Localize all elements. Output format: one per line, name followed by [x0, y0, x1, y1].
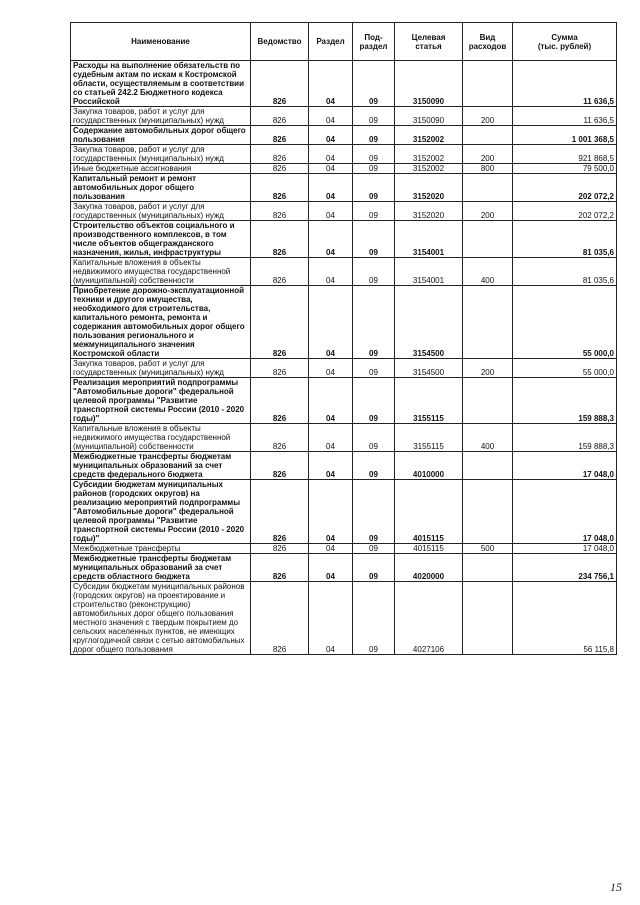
cell-sum: 17 048,0	[513, 544, 617, 554]
cell-vid	[463, 286, 513, 359]
cell-ved: 826	[251, 582, 309, 655]
cell-ved: 826	[251, 424, 309, 452]
cell-target: 3154500	[395, 286, 463, 359]
cell-ved: 826	[251, 202, 309, 221]
cell-razdel: 04	[309, 286, 353, 359]
table-row	[71, 452, 617, 480]
cell-sum: 81 035,6	[513, 258, 617, 286]
cell-ved: 826	[251, 480, 309, 544]
cell-sum: 202 072,2	[513, 174, 617, 202]
cell-target: 3154001	[395, 258, 463, 286]
cell-ved: 826	[251, 145, 309, 164]
cell-sum: 17 048,0	[513, 480, 617, 544]
cell-vid	[463, 174, 513, 202]
cell-podrazdel: 09	[353, 145, 395, 164]
table-header-row	[71, 23, 617, 61]
cell-ved: 826	[251, 452, 309, 480]
cell-razdel: 04	[309, 145, 353, 164]
cell-podrazdel: 09	[353, 61, 395, 107]
cell-sum: 81 035,6	[513, 221, 617, 258]
cell-vid	[463, 480, 513, 544]
cell-sum: 11 636,5	[513, 61, 617, 107]
table-row	[71, 202, 617, 221]
cell-name: Расходы на выполнение обязательств по судебным актам по искам к Костромской области, осуществляемым в соответствии со статьей 242.2 Бюджетного кодекса Российской	[71, 61, 251, 107]
cell-name: Закупка товаров, работ и услуг для государственных (муниципальных) нужд	[71, 107, 251, 126]
cell-vid	[463, 61, 513, 107]
cell-podrazdel: 09	[353, 221, 395, 258]
cell-razdel: 04	[309, 61, 353, 107]
table-row	[71, 582, 617, 655]
table-row	[71, 145, 617, 164]
cell-vid	[463, 554, 513, 582]
cell-vid: 500	[463, 544, 513, 554]
cell-sum: 202 072,2	[513, 202, 617, 221]
header-target: Целевая статья	[395, 23, 463, 61]
cell-sum: 17 048,0	[513, 452, 617, 480]
cell-vid	[463, 452, 513, 480]
cell-name: Капитальные вложения в объекты недвижимого имущества государственной (муниципальной) собственности	[71, 258, 251, 286]
cell-podrazdel: 09	[353, 554, 395, 582]
table-row	[71, 544, 617, 554]
cell-vid	[463, 582, 513, 655]
table-row	[71, 126, 617, 145]
cell-target: 4010000	[395, 452, 463, 480]
cell-target: 3152002	[395, 126, 463, 145]
budget-table-sheet	[70, 22, 616, 655]
table-row	[71, 554, 617, 582]
cell-target: 3150090	[395, 61, 463, 107]
cell-name: Капитальный ремонт и ремонт автомобильных дорог общего пользования	[71, 174, 251, 202]
cell-sum: 55 000,0	[513, 359, 617, 378]
table-row	[71, 174, 617, 202]
cell-ved: 826	[251, 378, 309, 424]
cell-ved: 826	[251, 126, 309, 145]
cell-sum: 56 115,8	[513, 582, 617, 655]
cell-razdel: 04	[309, 544, 353, 554]
table-row	[71, 61, 617, 107]
cell-ved: 826	[251, 107, 309, 126]
cell-name: Капитальные вложения в объекты недвижимого имущества государственной (муниципальной) собственности	[71, 424, 251, 452]
cell-target: 3155115	[395, 424, 463, 452]
cell-vid: 400	[463, 424, 513, 452]
cell-target: 4015115	[395, 480, 463, 544]
header-ved: Ведомство	[251, 23, 309, 61]
cell-target: 4015115	[395, 544, 463, 554]
cell-podrazdel: 09	[353, 126, 395, 145]
cell-razdel: 04	[309, 424, 353, 452]
cell-razdel: 04	[309, 202, 353, 221]
cell-podrazdel: 09	[353, 544, 395, 554]
cell-podrazdel: 09	[353, 480, 395, 544]
cell-vid	[463, 126, 513, 145]
cell-name: Реализация мероприятий подпрограммы "Автомобильные дороги" федеральной целевой программы "Развитие транспортной системы России (2010 - 2020 годы)"	[71, 378, 251, 424]
cell-target: 3155115	[395, 378, 463, 424]
cell-vid: 200	[463, 107, 513, 126]
cell-podrazdel: 09	[353, 286, 395, 359]
header-vid: Вид расходов	[463, 23, 513, 61]
cell-sum: 1 001 368,5	[513, 126, 617, 145]
cell-sum: 11 636,5	[513, 107, 617, 126]
cell-razdel: 04	[309, 221, 353, 258]
table-row	[71, 378, 617, 424]
cell-sum: 159 888,3	[513, 424, 617, 452]
cell-razdel: 04	[309, 554, 353, 582]
cell-ved: 826	[251, 221, 309, 258]
cell-ved: 826	[251, 258, 309, 286]
cell-ved: 826	[251, 544, 309, 554]
cell-sum: 79 500,0	[513, 164, 617, 174]
cell-name: Закупка товаров, работ и услуг для государственных (муниципальных) нужд	[71, 202, 251, 221]
header-razdel: Раздел	[309, 23, 353, 61]
cell-vid: 800	[463, 164, 513, 174]
cell-razdel: 04	[309, 107, 353, 126]
cell-name: Межбюджетные трансферты	[71, 544, 251, 554]
cell-razdel: 04	[309, 164, 353, 174]
cell-sum: 55 000,0	[513, 286, 617, 359]
cell-vid: 200	[463, 145, 513, 164]
cell-ved: 826	[251, 359, 309, 378]
table-row	[71, 359, 617, 378]
cell-target: 3152002	[395, 164, 463, 174]
cell-name: Приобретение дорожно-эксплуатационной техники и другого имущества, необходимого для строительства, капитального ремонта, ремонта и содержания автомобильных дорог общего пользования регионального и межмуниципального значения Костромской области	[71, 286, 251, 359]
cell-ved: 826	[251, 174, 309, 202]
cell-name: Закупка товаров, работ и услуг для государственных (муниципальных) нужд	[71, 145, 251, 164]
table-row	[71, 480, 617, 544]
cell-sum: 921 868,5	[513, 145, 617, 164]
header-podrazdel: Под- раздел	[353, 23, 395, 61]
cell-razdel: 04	[309, 452, 353, 480]
cell-podrazdel: 09	[353, 164, 395, 174]
cell-ved: 826	[251, 164, 309, 174]
cell-target: 3154001	[395, 221, 463, 258]
cell-target: 4020000	[395, 554, 463, 582]
budget-table	[70, 22, 617, 655]
cell-podrazdel: 09	[353, 202, 395, 221]
cell-sum: 234 756,1	[513, 554, 617, 582]
table-row	[71, 107, 617, 126]
cell-razdel: 04	[309, 174, 353, 202]
cell-podrazdel: 09	[353, 452, 395, 480]
cell-podrazdel: 09	[353, 378, 395, 424]
table-row	[71, 164, 617, 174]
cell-vid: 400	[463, 258, 513, 286]
cell-podrazdel: 09	[353, 107, 395, 126]
cell-target: 3152002	[395, 145, 463, 164]
cell-sum: 159 888,3	[513, 378, 617, 424]
page-number: 15	[610, 880, 622, 894]
header-name: Наименование	[71, 23, 251, 61]
cell-ved: 826	[251, 61, 309, 107]
cell-target: 3152020	[395, 202, 463, 221]
cell-podrazdel: 09	[353, 424, 395, 452]
cell-razdel: 04	[309, 126, 353, 145]
cell-razdel: 04	[309, 258, 353, 286]
cell-name: Иные бюджетные ассигнования	[71, 164, 251, 174]
cell-target: 3154500	[395, 359, 463, 378]
cell-ved: 826	[251, 286, 309, 359]
cell-podrazdel: 09	[353, 258, 395, 286]
cell-name: Межбюджетные трансферты бюджетам муниципальных образований за счет средств федерального бюджета	[71, 452, 251, 480]
cell-vid: 200	[463, 202, 513, 221]
cell-name: Строительство объектов социального и производственного комплексов, в том числе объектов общегражданского назначения, жилья, инфраструктуры	[71, 221, 251, 258]
cell-vid	[463, 221, 513, 258]
cell-razdel: 04	[309, 359, 353, 378]
cell-name: Содержание автомобильных дорог общего пользования	[71, 126, 251, 145]
cell-name: Субсидии бюджетам муниципальных районов (городских округов) на реализацию мероприятий подпрограммы "Автомобильные дороги" федеральной целевой программы "Развитие транспортной системы России (2010 - 2020 годы)"	[71, 480, 251, 544]
table-row	[71, 221, 617, 258]
cell-vid: 200	[463, 359, 513, 378]
table-row	[71, 258, 617, 286]
cell-name: Субсидии бюджетам муниципальных районов (городских округов) на проектирование и строительство (реконструкцию) автомобильных дорог общего пользования местного значения с твердым покрытием до сельских населенных пунктов, не имеющих круглогодичной связи с сетью автомобильных дорог общего пользования	[71, 582, 251, 655]
cell-razdel: 04	[309, 480, 353, 544]
cell-target: 3150090	[395, 107, 463, 126]
cell-razdel: 04	[309, 582, 353, 655]
cell-podrazdel: 09	[353, 359, 395, 378]
cell-target: 3152020	[395, 174, 463, 202]
header-sum: Сумма (тыс. рублей)	[513, 23, 617, 61]
cell-target: 4027106	[395, 582, 463, 655]
cell-razdel: 04	[309, 378, 353, 424]
cell-name: Закупка товаров, работ и услуг для государственных (муниципальных) нужд	[71, 359, 251, 378]
cell-podrazdel: 09	[353, 174, 395, 202]
table-row	[71, 286, 617, 359]
cell-podrazdel: 09	[353, 582, 395, 655]
table-row	[71, 424, 617, 452]
cell-vid	[463, 378, 513, 424]
cell-name: Межбюджетные трансферты бюджетам муниципальных образований за счет средств областного бюджета	[71, 554, 251, 582]
cell-ved: 826	[251, 554, 309, 582]
table-body	[71, 61, 617, 655]
